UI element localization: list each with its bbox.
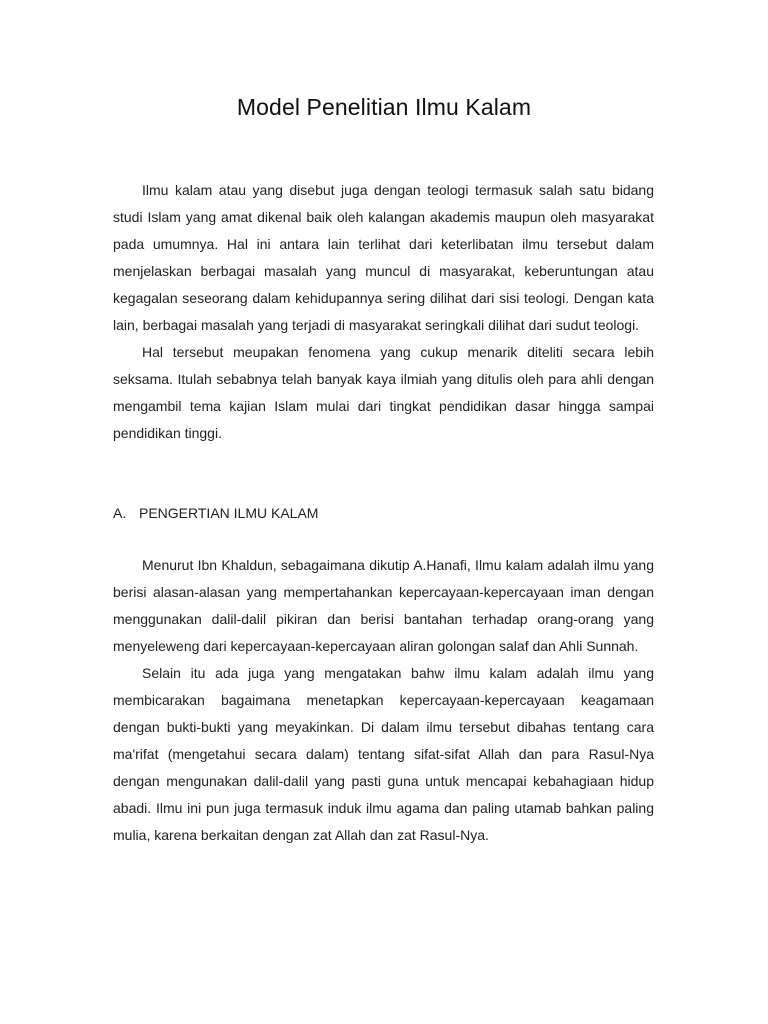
section-a-heading	[113, 500, 318, 527]
section-a-paragraph-2: Selain itu ada juga yang mengatakan bahw ilmu kalam adalah ilmu yang membicarakan bagaimana menetapkan kepercayaan-kepercayaan keagamaan dengan bukti-bukti yang meyakinkan. Di dalam ilmu tersebut dibahas tentang cara ma'rifat (mengetahui secara dalam) tentang sifat-sifat Allah dan para Rasul-Nya dengan mengunakan dalil-dalil yang pasti guna untuk mencapai kebahagiaan hidup abadi. Ilmu ini pun juga termasuk induk ilmu agama dan paling utamab bahkan paling mulia, karena berkaitan dengan zat Allah dan zat Rasul-Nya.	[113, 665, 654, 843]
section-a-paragraph-1: Menurut Ibn Khaldun, sebagaimana dikutip A.Hanafi, Ilmu kalam adalah ilmu yang berisi alasan-alasan yang mempertahankan kepercayaan-kepercayaan iman dengan menggunakan dalil-dalil pikiran dan berisi bantahan terhadap orang-orang yang menyeleweng dari kepercayaan-kepercayaan aliran golongan salaf dan Ahli Sunnah.	[113, 557, 654, 654]
intro-section	[113, 177, 654, 447]
section-a-letter: A.	[113, 505, 127, 521]
intro-paragraph-2: Hal tersebut meupakan fenomena yang cukup menarik diteliti secara lebih seksama. Itulah sebabnya telah banyak kaya ilmiah yang ditulis oleh para ahli dengan mengambil tema kajian Islam mulai dari tingkat pendidikan dasar hingga sampai pendidikan tinggi.	[113, 344, 654, 441]
intro-paragraph-1: Ilmu kalam atau yang disebut juga dengan teologi termasuk salah satu bidang studi Islam yang amat dikenal baik oleh kalangan akademis maupun oleh masyarakat pada umumnya. Hal ini antara lain terlihat dari keterlibatan ilmu tersebut dalam menjelaskan berbagai masalah yang muncul di masyarakat, keberuntungan atau kegagalan seseorang dalam kehidupannya sering dilihat dari sisi teologi. Dengan kata lain, berbagai masalah yang terjadi di masyarakat seringkali dilihat dari sudut teologi.	[113, 182, 654, 333]
section-a-title: PENGERTIAN ILMU KALAM	[139, 505, 319, 521]
document-title: Model Penelitian Ilmu Kalam	[236, 94, 532, 120]
section-a-body	[113, 552, 654, 849]
